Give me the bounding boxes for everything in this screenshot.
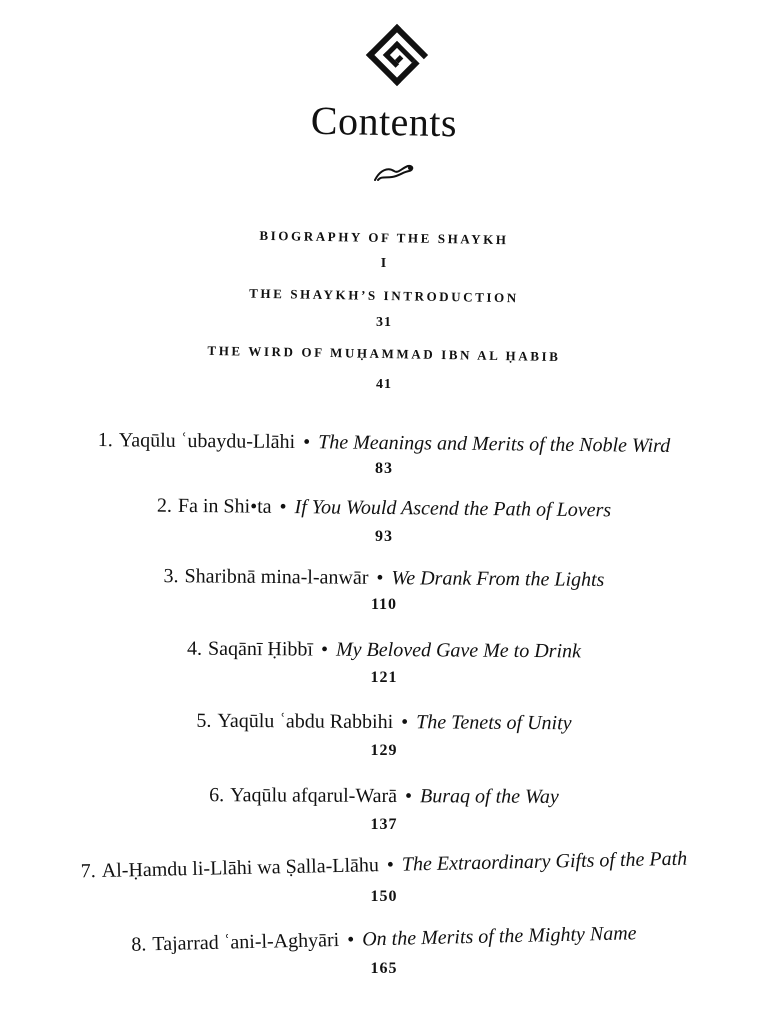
entry-page-number: 165 [370, 960, 398, 977]
entry-separator: • [401, 711, 409, 734]
entry-arabic-title: Tajarrad ʿani-l-Aghyāri [152, 929, 340, 956]
front-matter-label-biography: BIOGRAPHY OF THE SHAYKH [259, 227, 509, 248]
entry-english-title: If You Would Ascend the Path of Lovers [294, 496, 612, 522]
toc-entry [0, 564, 768, 594]
entry-english-title: On the Merits of the Mighty Name [361, 922, 637, 951]
front-matter-page-introduction: 31 [376, 315, 392, 330]
calligraphy-emblem-icon [362, 22, 432, 88]
toc-entry [0, 846, 768, 885]
entry-arabic-title: Al-Ḥamdu li-Llāhi wa Ṣalla-Llāhu [101, 854, 380, 882]
entry-separator: • [346, 928, 355, 951]
entry-separator: • [303, 431, 311, 454]
front-matter-label-introduction: THE SHAYKH’S INTRODUCTION [249, 285, 519, 306]
entry-number: 6. [209, 784, 225, 807]
entry-page-number: 137 [370, 816, 398, 833]
entry-separator: • [386, 853, 395, 876]
entry-separator: • [376, 566, 384, 589]
toc-entry [0, 636, 768, 664]
entry-arabic-title: Yaqūlu ʿabdu Rabbihi [217, 709, 394, 734]
entry-arabic-title: Yaqūlu ʿubaydu-Llāhi [118, 429, 296, 454]
entry-english-title: My Beloved Gave Me to Drink [335, 638, 582, 663]
front-matter-label-wird: THE WIRD OF MUḤAMMAD IBN AL ḤABIB [207, 342, 561, 365]
entry-number: 8. [131, 933, 147, 956]
page-title: Contents [310, 97, 458, 146]
toc-entry [0, 493, 768, 524]
entry-number: 5. [196, 709, 212, 732]
entry-separator: • [320, 638, 329, 661]
toc-entry [0, 919, 768, 959]
entry-number: 4. [186, 637, 203, 660]
toc-entry [0, 428, 768, 459]
entry-page-number: 83 [375, 460, 393, 477]
entry-english-title: Buraq of the Way [420, 785, 559, 808]
entry-english-title: We Drank From the Lights [391, 567, 605, 591]
entry-separator: • [279, 495, 287, 518]
entry-number: 7. [80, 860, 97, 883]
entry-page-number: 150 [370, 888, 398, 905]
front-matter-page-wird: 41 [376, 377, 392, 392]
entry-english-title: The Extraordinary Gifts of the Path [401, 847, 688, 876]
entry-english-title: The Meanings and Merits of the Noble Wird [318, 431, 671, 457]
entry-arabic-title: Sharibnā mina-l-anwār [184, 565, 369, 589]
entry-number: 1. [97, 429, 113, 452]
front-matter-page-biography: I [380, 256, 388, 271]
entry-page-number: 129 [370, 742, 398, 759]
entry-page-number: 93 [375, 528, 393, 545]
entry-arabic-title: Yaqūlu afqarul-Warā [230, 784, 398, 808]
entry-page-number: 110 [370, 596, 398, 613]
entry-arabic-title: Saqānī Ḥibbī [207, 637, 314, 661]
flourish-ornament-icon [372, 158, 416, 184]
entry-number: 3. [163, 565, 179, 588]
entry-number: 2. [156, 494, 173, 517]
entry-english-title: The Tenets of Unity [416, 711, 572, 735]
entry-page-number: 121 [370, 669, 398, 686]
entry-separator: • [405, 785, 413, 808]
toc-entry [0, 708, 768, 736]
toc-entry [0, 783, 768, 810]
entry-arabic-title: Fa in Shi•ta [177, 494, 272, 518]
